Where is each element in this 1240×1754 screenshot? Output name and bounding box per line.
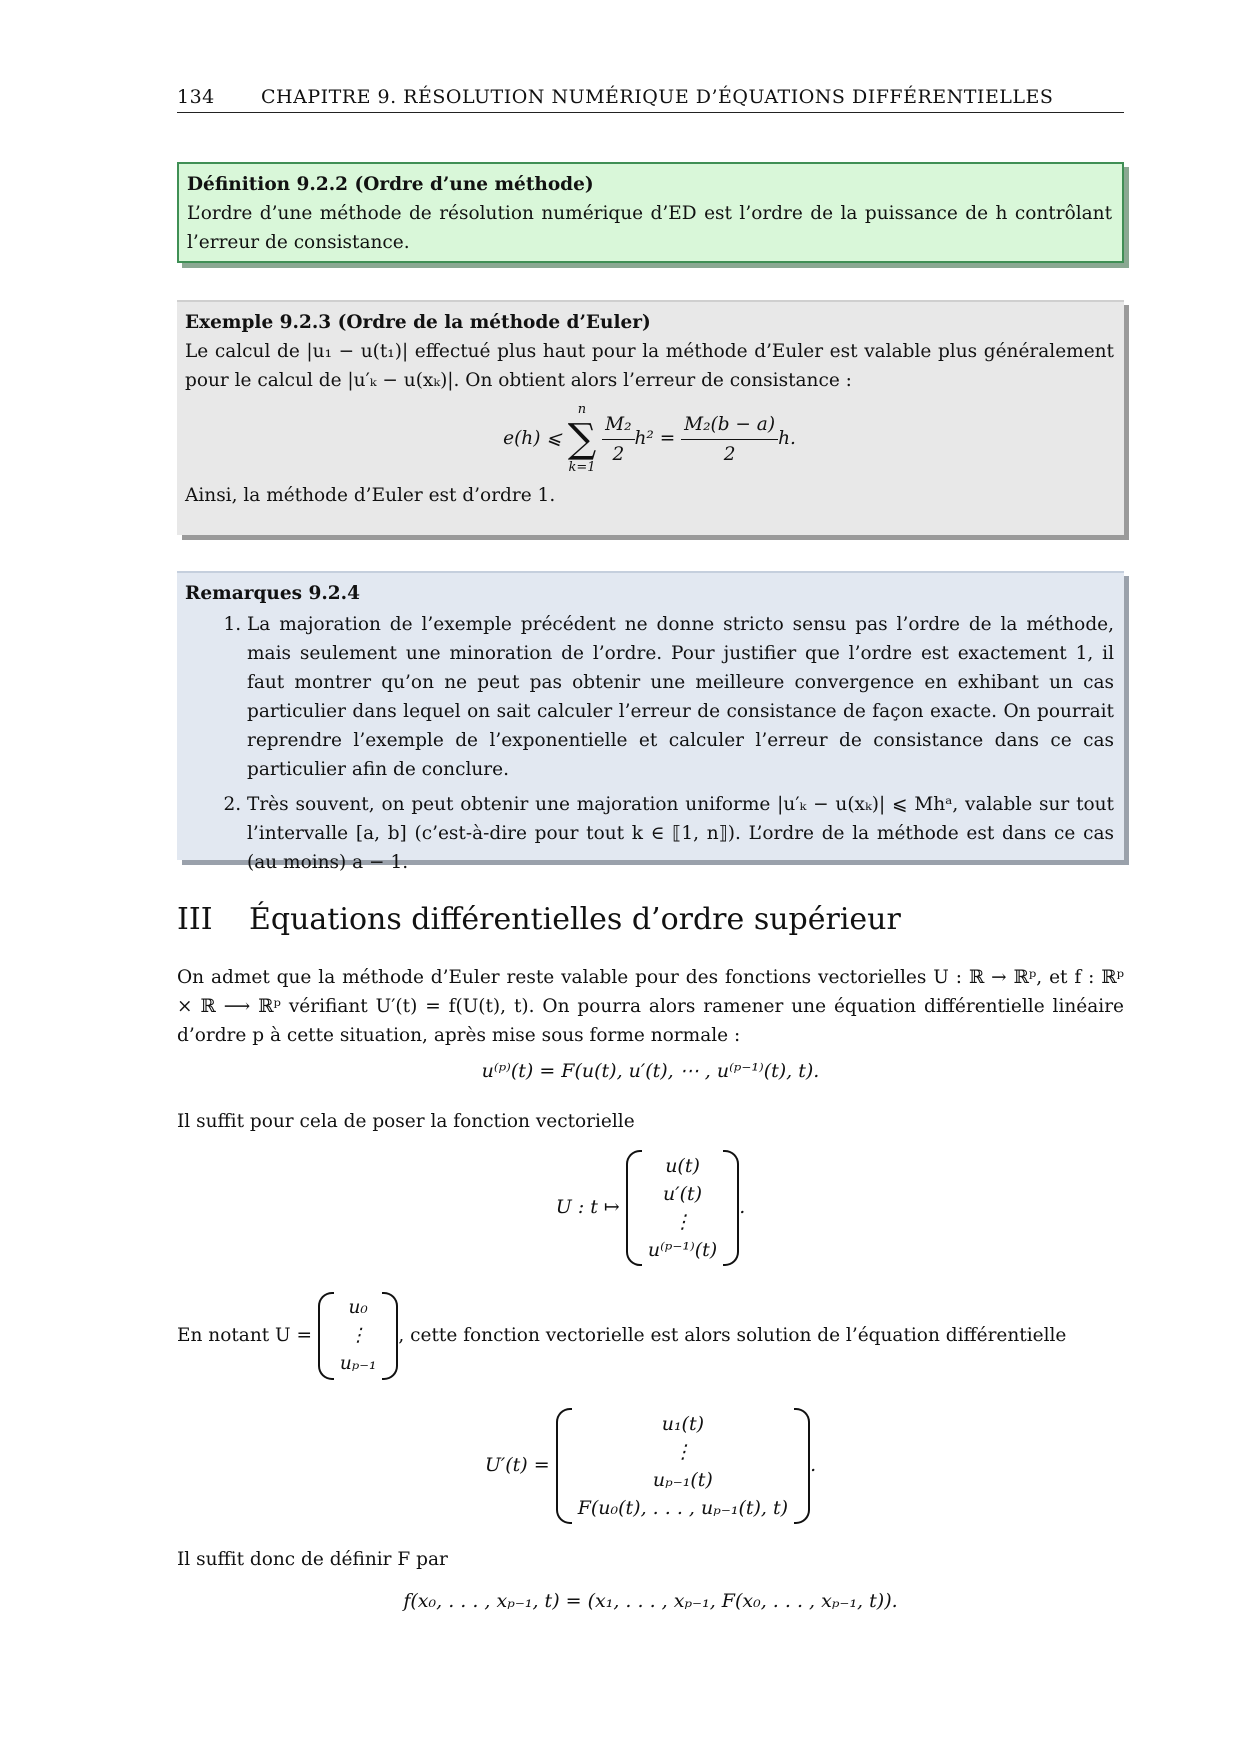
p3-end: , cette fonction vectorielle est alors solution de l’équation différentielle — [398, 1325, 1067, 1346]
p3-vector — [318, 1292, 399, 1380]
eq3-cell: u₁(t) — [661, 1413, 705, 1435]
sum-symbol: n ∑ k=1 — [567, 402, 597, 475]
page-number: 134 — [177, 86, 215, 108]
p3-cell: ⋮ — [348, 1325, 368, 1346]
eq2-cell: u(t) — [665, 1155, 700, 1177]
frac2-den: 2 — [723, 443, 736, 465]
eq3-lhs: U′(t) = — [484, 1454, 550, 1476]
section-number: III — [177, 902, 213, 937]
equation-1: u⁽ᵖ⁾(t) = F(u(t), u′(t), ⋯ , u⁽ᵖ⁻¹⁾(t), t). — [481, 1060, 820, 1082]
eq2-cell: u⁽ᵖ⁻¹⁾(t) — [647, 1239, 718, 1261]
example-conclusion: Ainsi, la méthode d’Euler est d’ordre 1. — [185, 485, 556, 506]
fraction-2 — [681, 410, 778, 469]
frac1-den: 2 — [612, 443, 625, 465]
remarks-title: Remarques 9.2.4 — [185, 583, 360, 604]
remark-item-1: 1. La majoration de l’exemple précédent ne donne stricto sensu pas l’ordre de la méthode, mais seulement une minoration de l’ordre. Pour justifier que l’ordre est exactement 1, il faut montrer qu’on ne peut pas obtenir une meilleure convergence en exhibant un cas particulier dans lequel on sait calculer l’erreur de consistance de façon exacte. On pourrait reprendre l’exemple de l’exponentielle et calculer l’erreur de consistance dans ce cas particulier afin de conclure. — [247, 610, 1114, 784]
eq2-cell: u′(t) — [663, 1183, 703, 1205]
chapter-title: CHAPITRE 9. RÉSOLUTION NUMÉRIQUE D’ÉQUATIONS DIFFÉRENTIELLES — [261, 86, 1054, 108]
eq3-cell: ⋮ — [673, 1441, 693, 1463]
paragraph-4: Il suffit donc de définir F par — [177, 1549, 448, 1570]
frac2-num: M₂(b − a) — [681, 410, 778, 440]
eq3-vector — [556, 1408, 810, 1524]
sum-lower: k=1 — [568, 460, 596, 475]
p3-start: En notant U = — [177, 1325, 313, 1346]
remarks-box — [177, 571, 1124, 873]
section-heading — [177, 902, 901, 937]
eq-lhs: e(h) ⩽ — [503, 428, 562, 449]
example-title: Exemple 9.2.3 (Ordre de la méthode d’Euler) — [185, 312, 651, 333]
frac1-num: M₂ — [602, 410, 634, 440]
equation-3 — [177, 1408, 1124, 1524]
definition-box — [177, 162, 1124, 263]
remark-item-2: 2. Très souvent, on peut obtenir une majoration uniforme |u′ₖ − u(xₖ)| ⩽ Mhᵃ, valable sur tout l’intervalle [a, b] (c’est-à-dire pour tout k ∈ ⟦1, n⟧). L’ordre de la méthode est dans ce cas (au moins) a − 1. — [247, 790, 1114, 877]
eq3-cell: F(u₀(t), . . . , uₚ₋₁(t), t) — [577, 1497, 789, 1519]
section-title: Équations différentielles d’ordre supérieur — [249, 902, 901, 937]
eq3-end: . — [810, 1454, 817, 1476]
definition-body: L’ordre d’une méthode de résolution numérique d’ED est l’ordre de la puissance de h contrôlant l’erreur de consistance. — [187, 203, 1112, 253]
sum-upper: n — [577, 402, 587, 417]
running-header — [177, 86, 1124, 113]
equation-2 — [177, 1150, 1124, 1266]
paragraph-1: On admet que la méthode d’Euler reste valable pour des fonctions vectorielles U : ℝ → ℝᵖ, et f : ℝᵖ × ℝ ⟶ ℝᵖ vérifiant U′(t) = f(U(t), t). On pourra alors ramener une équation différentielle linéaire d’ordre p à cette situation, après mise sous forme normale : — [177, 967, 1124, 1046]
eq3-cell: uₚ₋₁(t) — [652, 1469, 713, 1491]
example-box — [177, 300, 1124, 535]
eq-mid: h² = — [634, 428, 676, 449]
eq2-end: . — [739, 1196, 746, 1218]
eq2-vector — [626, 1150, 739, 1266]
eq-end: h. — [778, 428, 796, 449]
example-body: Le calcul de |u₁ − u(t₁)| effectué plus haut pour la méthode d’Euler est valable plus généralement pour le calcul de |u′ₖ − u(xₖ)|. On obtient alors l’erreur de consistance : — [185, 341, 1114, 391]
equation-4: f(x₀, . . . , xₚ₋₁, t) = (x₁, . . . , xₚ₋₁, F(x₀, . . . , xₚ₋₁, t)). — [403, 1590, 898, 1612]
eq2-cell: ⋮ — [673, 1211, 693, 1233]
paragraph-2: Il suffit pour cela de poser la fonction vectorielle — [177, 1111, 635, 1132]
example-equation — [185, 401, 1114, 477]
remarks-list — [185, 610, 1114, 877]
paragraph-3 — [177, 1292, 1124, 1380]
eq2-lhs: U : t ↦ — [555, 1196, 620, 1218]
definition-title: Définition 9.2.2 (Ordre d’une méthode) — [187, 174, 594, 195]
p3-cell: u₀ — [348, 1297, 368, 1318]
fraction-1 — [602, 410, 634, 469]
p3-cell: uₚ₋₁ — [339, 1353, 377, 1374]
